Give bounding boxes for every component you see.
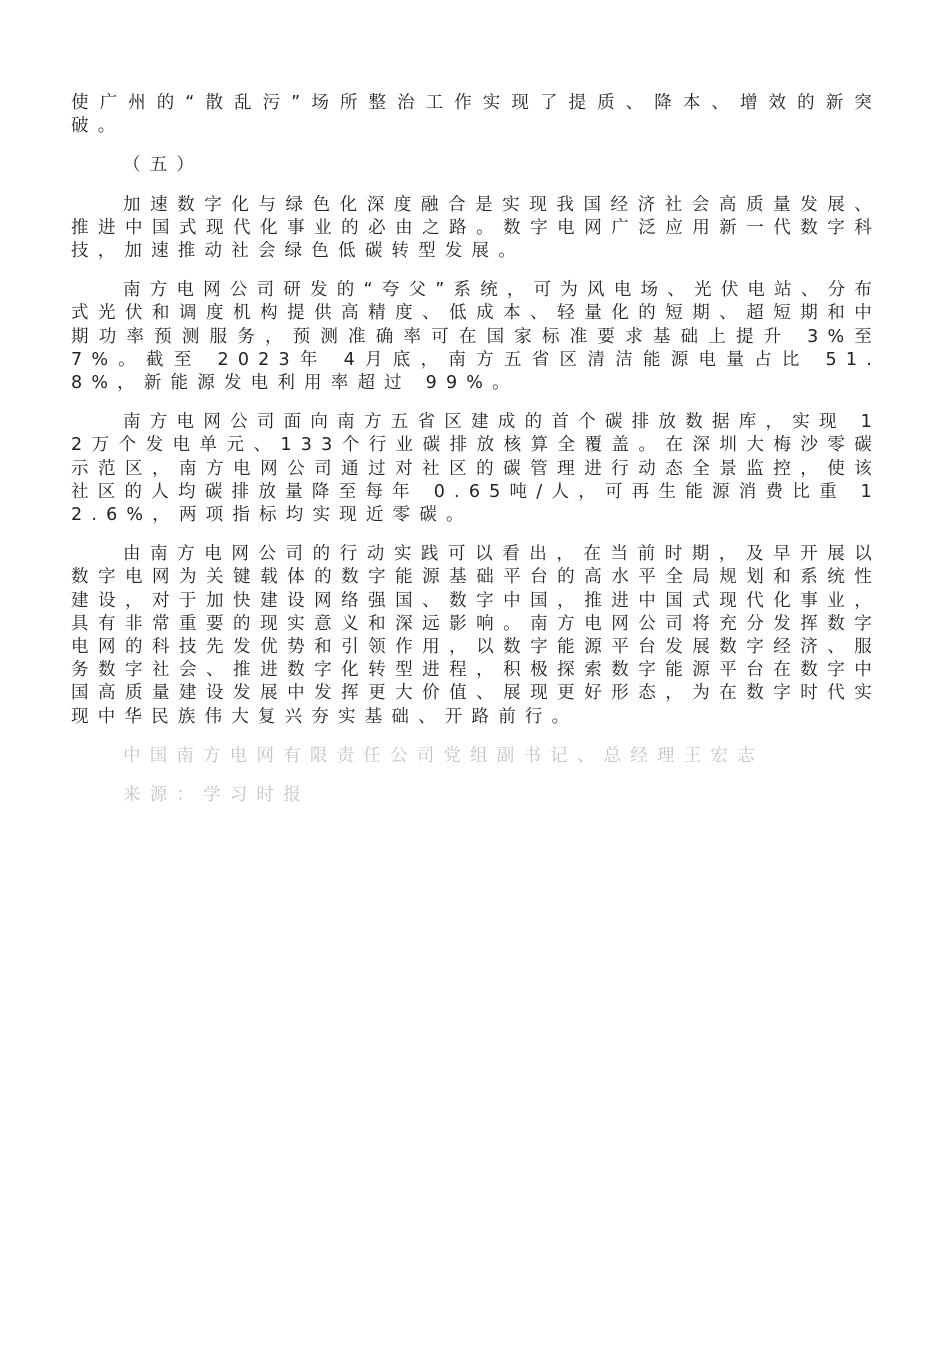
- paragraph-digital-green-fusion: 加速数字化与绿色化深度融合是实现我国经济社会高质量发展、推进中国式现代化事业的必由之路。数字电网广泛应用新一代数字科技，加速推动社会绿色低碳转型发展。: [71, 194, 881, 262]
- paragraph-kuafu-system: 南方电网公司研发的“夸父”系统，可为风电场、光伏电站、分布式光伏和调度机构提供高精度、低成本、轻量化的短期、超短期和中期功率预测服务，预测准确率可在国家标准要求基础上提升 3%至 7%。截至 2023年 4月底，南方五省区清洁能源电量占比 51.8%，新能源发电利用率超过 99%。: [71, 280, 896, 394]
- article-body: [71, 92, 896, 807]
- paragraph-intro-continuation: 使广州的“散乱污”场所整治工作实现了提质、降本、增效的新突破。: [71, 93, 881, 137]
- paragraph-conclusion: 由南方电网公司的行动实践可以看出，在当前时期，及早开展以数字电网为关键载体的数字能源基础平台的高水平全局规划和系统性建设，对于加快建设网络强国、数字中国，推进中国式现代化事业，具有非常重要的现实意义和深远影响。南方电网公司将充分发挥数字电网的科技先发优势和引领作用，以数字能源平台发展数字经济、服务数字社会、推进数字化转型进程，积极探索数字能源平台在数字中国高质量建设发展中发挥更大价值、展现更好形态，为在数字时代实现中华民族伟大复兴夯实基础、开路前行。: [71, 544, 881, 727]
- source-line: 来源：学习时报: [123, 785, 310, 806]
- paragraph-carbon-database: 南方电网公司面向南方五省区建成的首个碳排放数据库，实现 12万个发电单元、133个行业碳排放核算全覆盖。在深圳大梅沙零碳示范区，南方电网公司通过对社区的碳管理进行动态全景监控，使该社区的人均碳排放量降至每年 0.65吨/人，可再生能源消费比重 12.6%，两项指标均实现近零碳。: [71, 412, 881, 526]
- author-byline: 中国南方电网有限责任公司党组副书记、总经理王宏志: [123, 745, 764, 766]
- section-heading-five: （五）: [123, 155, 204, 176]
